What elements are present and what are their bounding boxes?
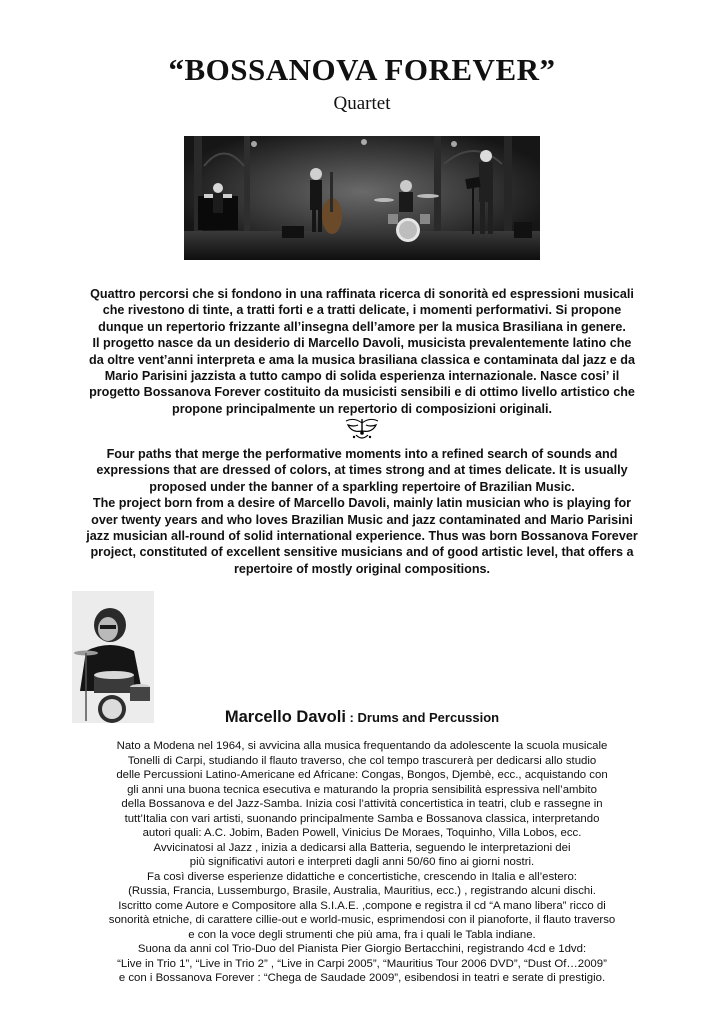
bio-line: autori quali: A.C. Jobim, Baden Powell, Vinicius De Moraes, Toquinho, Villa Lobos, ecc. (142, 827, 582, 839)
bio-line: Nato a Modena nel 1964, si avvicina alla musica frequentando da adolescente la scuola musicale (116, 740, 608, 752)
musician-role: : Drums and Percussion (345, 710, 500, 725)
intro-en-line: The project born from a desire of Marcello Davoli, mainly latin musician who is playing for (92, 496, 632, 511)
bio-line: Tonelli di Carpi, studiando il flauto traverso, che col tempo trascurerà per dedicarsi allo studio (127, 754, 597, 767)
document-title: “BOSSANOVA FOREVER” (168, 52, 556, 87)
bio-line: e con i Bossanova Forever : “Chega de Saudade 2009”, esibendosi in teatri e serate di prestigio. (118, 972, 606, 984)
bio-line: Iscritto come Autore e Compositore alla S.I.A.E. ,compone e registra il cd “A mano libera” ricco di (118, 899, 606, 912)
musician-portrait (72, 591, 154, 723)
intro-italian (64, 286, 660, 417)
bio-line: delle Percussioni Latino-Americane ed Africane: Congas, Bongos, Djembè, ecc., acquistando con (116, 769, 608, 781)
intro-it-line: progetto Bossanova Forever costituito da musicisti sensibili e di ottimo livello artistico che (89, 385, 635, 400)
bio-line: “Live in Trio 1”, “Live in Trio 2” , “Live in Carpi 2005”, “Mauritius Tour 2006 DVD”, “Dust Of…2009” (117, 957, 607, 970)
intro-en-line: Four paths that merge the performative moments into a refined search of sounds and (106, 447, 618, 461)
musician-biography (60, 739, 664, 986)
intro-en-line: over twenty years and who loves Brazilian Music and jazz contaminated and Mario Parisini (91, 512, 633, 527)
bio-line: e con la voce degli strumenti che più ama, fra i quali le Tabla indiane. (188, 928, 536, 941)
document-subtitle: Quartet (333, 93, 391, 114)
band-photo (184, 136, 540, 260)
intro-it-line: che rivestono di tinte, a tratti forti e a tratti delicate, i momenti performativi. Si propone (102, 303, 622, 318)
intro-en-line: repertoire of mostly original compositions. (233, 561, 491, 576)
intro-en-line: expressions that are dressed of colors, at times strong and at times delicate. It is usually (96, 463, 628, 478)
intro-en-line: jazz musician all-round of solid international experience. Thus was born Bossanova Forever (86, 529, 638, 544)
musician-name: Marcello Davoli (224, 708, 346, 726)
bio-line: più significativi autori e interpreti dagli anni 50/60 fino ai giorni nostri. (189, 856, 535, 868)
ornament-icon (342, 415, 382, 441)
intro-it-line: Il progetto nasce da un desiderio di Marcello Davoli, musicista prevalentemente latino che (92, 336, 632, 351)
intro-en-line: project, constituted of excellent sensitive musicians and of good artistic level, that offers a (90, 545, 634, 560)
intro-it-line: dunque un repertorio frizzante all’insegna dell’amore per la musica Brasiliana in genere. (98, 319, 626, 334)
bio-line: Fa così diverse esperienze didattiche e concertistiche, crescendo in Italia e all’estero: (147, 870, 577, 883)
bio-line: (Russia, Francia, Lussemburgo, Brasile, Australia, Mauritius, ecc.) , registrando alcuni dischi. (128, 885, 596, 897)
bio-line: della Bossanova e del Jazz-Samba. Inizia cosi l’attività concertistica in teatri, club e rassegne in (121, 798, 603, 810)
intro-en-line: proposed under the banner of a sparkling repertoire of Brazilian Music. (149, 479, 575, 494)
bio-line: tutt’Italia con vari artisti, suonando principalmente Samba e Bossanova classica, interpretando (124, 812, 600, 825)
bio-line: sonorità etniche, di carattere cillie-out e world-music, esprimendosi con il pianoforte, il flauto traverso (108, 914, 616, 926)
intro-it-line: Quattro percorsi che si fondono in una raffinata ricerca di sonorità ed espressioni musicali (90, 287, 634, 301)
musician-heading (0, 708, 724, 727)
intro-it-line: Mario Parisini jazzista a tutto campo di solida esperienza internazionale. Nasce cosi’ il (104, 369, 620, 384)
bio-line: Avvicinatosi al Jazz , inizia a dedicarsi alla Batteria, seguendo le interpretazioni dei (153, 841, 571, 854)
intro-it-line: da oltre vent’anni interpreta e ama la musica brasiliana classica e contaminata dal jazz e da (89, 352, 635, 367)
bio-line: gli anni una buona tecnica esecutiva e maturando la propria sensibilità espressiva nell’ambito (127, 783, 597, 796)
intro-english (58, 446, 666, 577)
intro-it-line: propone principalmente un repertorio di composizioni originali. (172, 401, 552, 416)
bio-line: Suona da anni col Trio-Duo del Pianista Pier Giorgio Bertacchini, registrando 4cd e 1dvd: (137, 943, 587, 955)
